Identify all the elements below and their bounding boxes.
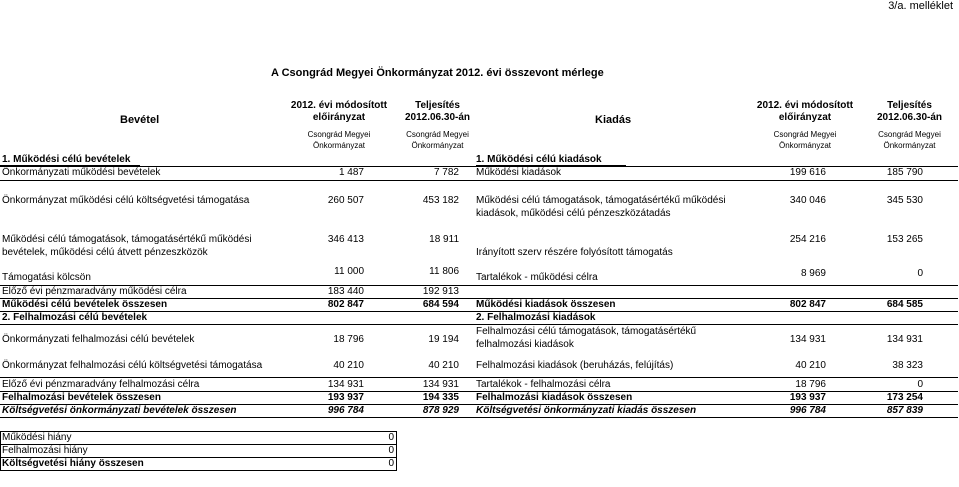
row4-right-label: Tartalékok - működési célra: [476, 272, 598, 283]
row8-left-v2: 40 210: [428, 360, 459, 371]
row4-right-v2: 0: [917, 268, 923, 279]
row8-left-label: Önkormányzat felhalmozási célú költségvetési támogatása: [2, 360, 263, 371]
row3-right-v1: 254 216: [789, 234, 826, 245]
hiany-ossz-value: 0: [388, 458, 394, 469]
row2-right-label-1: Működési célú támogatások, támogatásértékű működési: [476, 195, 726, 206]
row7-right-label-2: felhalmozási kiadások: [476, 339, 574, 350]
row3-left-v2: 18 911: [429, 234, 459, 245]
section-felhalm-bevetelek: 2. Felhalmozási célú bevételek: [2, 312, 148, 323]
hiany-mukodesi-value: 0: [388, 432, 394, 443]
row7-left-label: Önkormányzati felhalmozási célú bevételek: [2, 334, 195, 345]
row8-right-v1: 40 210: [795, 360, 826, 371]
row11-left-label: Költségvetési önkormányzati bevételek összesen: [2, 405, 237, 416]
row4-left-v2: 11 806: [429, 266, 459, 277]
row11-left-v2: 878 929: [422, 405, 459, 416]
header-telj-r2: 2012.06.30-án: [876, 112, 943, 123]
row8-right-label: Felhalmozási kiadások (beruházás, felújítás): [476, 360, 674, 371]
hiany-felhalm-value: 0: [388, 445, 394, 456]
row6-left-v1: 802 847: [327, 299, 364, 310]
row1-left-v1: 1 487: [338, 167, 364, 178]
row3-right-v2: 153 265: [886, 234, 923, 245]
row6-right-v1: 802 847: [789, 299, 826, 310]
header-kiadas: Kiadás: [595, 114, 632, 126]
header-telj-r1: Teljesítés: [887, 100, 932, 111]
row9-left-v1: 134 931: [327, 379, 364, 390]
row10-left-label: Felhalmozási bevételek összesen: [2, 392, 161, 403]
header-eloir-r1: 2012. évi módosított: [756, 100, 854, 111]
row7-right-label-1: Felhalmozási célú támogatások, támogatásértékű: [476, 326, 697, 337]
row7-left-v1: 18 796: [333, 334, 364, 345]
row4-right-v1: 8 969: [800, 268, 826, 279]
row2-right-label-2: kiadások, működési célú pénzeszközátadás: [476, 208, 671, 219]
row2-left-v2: 453 182: [422, 195, 459, 206]
row6-left-label: Működési célú bevételek összesen: [2, 299, 168, 310]
row11-right-v1: 996 784: [789, 405, 826, 416]
header-eloir-r2: előirányzat: [778, 112, 832, 123]
hiany-ossz-label: Költségvetési hiány összesen: [2, 458, 144, 469]
header-sub-1a: Csongrád Megyei: [307, 130, 371, 139]
row6-left-v2: 684 594: [422, 299, 459, 310]
row1-left-label: Önkormányzati működési bevételek: [2, 167, 161, 178]
row1-right-v1: 199 616: [789, 167, 826, 178]
row9-right-v1: 18 796: [795, 379, 826, 390]
row9-right-v2: 0: [917, 379, 923, 390]
row5-left-label: Előző évi pénzmaradvány működési célra: [2, 286, 187, 297]
row10-left-v2: 194 335: [422, 392, 459, 403]
row5-left-v1: 183 440: [327, 286, 364, 297]
row2-right-v1: 340 046: [789, 195, 826, 206]
row9-left-label: Előző évi pénzmaradvány felhalmozási célra: [2, 379, 200, 390]
row1-left-v2: 7 782: [433, 167, 459, 178]
header-telj-line2: 2012.06.30-án: [404, 112, 471, 123]
header-sub-2a: Csongrád Megyei: [406, 130, 469, 139]
page-title: A Csongrád Megyei Önkormányzat 2012. évi összevont mérlege: [271, 67, 604, 79]
row10-right-label: Felhalmozási kiadások összesen: [476, 392, 633, 403]
row7-right-v2: 134 931: [886, 334, 923, 345]
hiany-mukodesi-label: Működési hiány: [2, 432, 72, 443]
header-sub-1b: Önkormányzat: [312, 141, 366, 150]
header-eloir-line1: 2012. évi módosított: [290, 100, 388, 111]
header-sub-3a: Csongrád Megyei: [773, 130, 837, 139]
row6-right-label: Működési kiadások összesen: [476, 299, 616, 310]
annex-label: 3/a. melléklet: [888, 0, 953, 12]
row7-right-v1: 134 931: [789, 334, 826, 345]
row11-right-v2: 857 839: [886, 405, 923, 416]
row4-left-label: Támogatási kölcsön: [2, 272, 91, 283]
row10-right-v2: 173 254: [886, 392, 923, 403]
row10-right-v1: 193 937: [789, 392, 826, 403]
header-sub-4a: Csongrád Megyei: [878, 130, 941, 139]
header-sub-4b: Önkormányzat: [883, 141, 936, 150]
header-bevetel: Bevétel: [120, 114, 160, 126]
row7-left-v2: 19 194: [428, 334, 459, 345]
hiany-felhalm-label: Felhalmozási hiány: [2, 445, 88, 456]
row1-right-v2: 185 790: [886, 167, 923, 178]
row2-left-v1: 260 507: [327, 195, 364, 206]
section-mukodesi-kiadasok: 1. Működési célú kiadások: [476, 154, 602, 165]
row11-left-v1: 996 784: [327, 405, 364, 416]
header-eloir-line2: előirányzat: [312, 112, 366, 123]
header-sub-3b: Önkormányzat: [778, 141, 832, 150]
section-mukodesi-bevetelek: 1. Működési célú bevételek: [2, 154, 131, 165]
header-sub-2b: Önkormányzat: [411, 141, 464, 150]
row5-left-v2: 192 913: [422, 286, 459, 297]
section-felhalm-kiadasok: 2. Felhalmozási kiadások: [476, 312, 596, 323]
row3-left-v1: 346 413: [327, 234, 364, 245]
row2-right-v2: 345 530: [886, 195, 923, 206]
row8-left-v1: 40 210: [333, 360, 364, 371]
row6-right-v2: 684 585: [886, 299, 923, 310]
header-telj-line1: Teljesítés: [415, 100, 460, 111]
row1-right-label: Működési kiadások: [476, 167, 562, 178]
row3-left-label-1: Működési célú támogatások, támogatásértékű működési: [2, 234, 252, 245]
row3-left-label-2: bevételek, működési célú átvett pénzeszközök: [2, 247, 208, 258]
row8-right-v2: 38 323: [892, 360, 923, 371]
row9-right-label: Tartalékok - felhalmozási célra: [476, 379, 611, 390]
row4-left-v1: 11 000: [334, 266, 364, 277]
row2-left-label: Önkormányzat működési célú költségvetési támogatása: [2, 195, 250, 206]
row3-right-label: Irányított szerv részére folyósított támogatás: [476, 247, 673, 258]
row9-left-v2: 134 931: [422, 379, 459, 390]
row11-right-label: Költségvetési önkormányzati kiadás összesen: [476, 405, 697, 416]
row10-left-v1: 193 937: [327, 392, 364, 403]
